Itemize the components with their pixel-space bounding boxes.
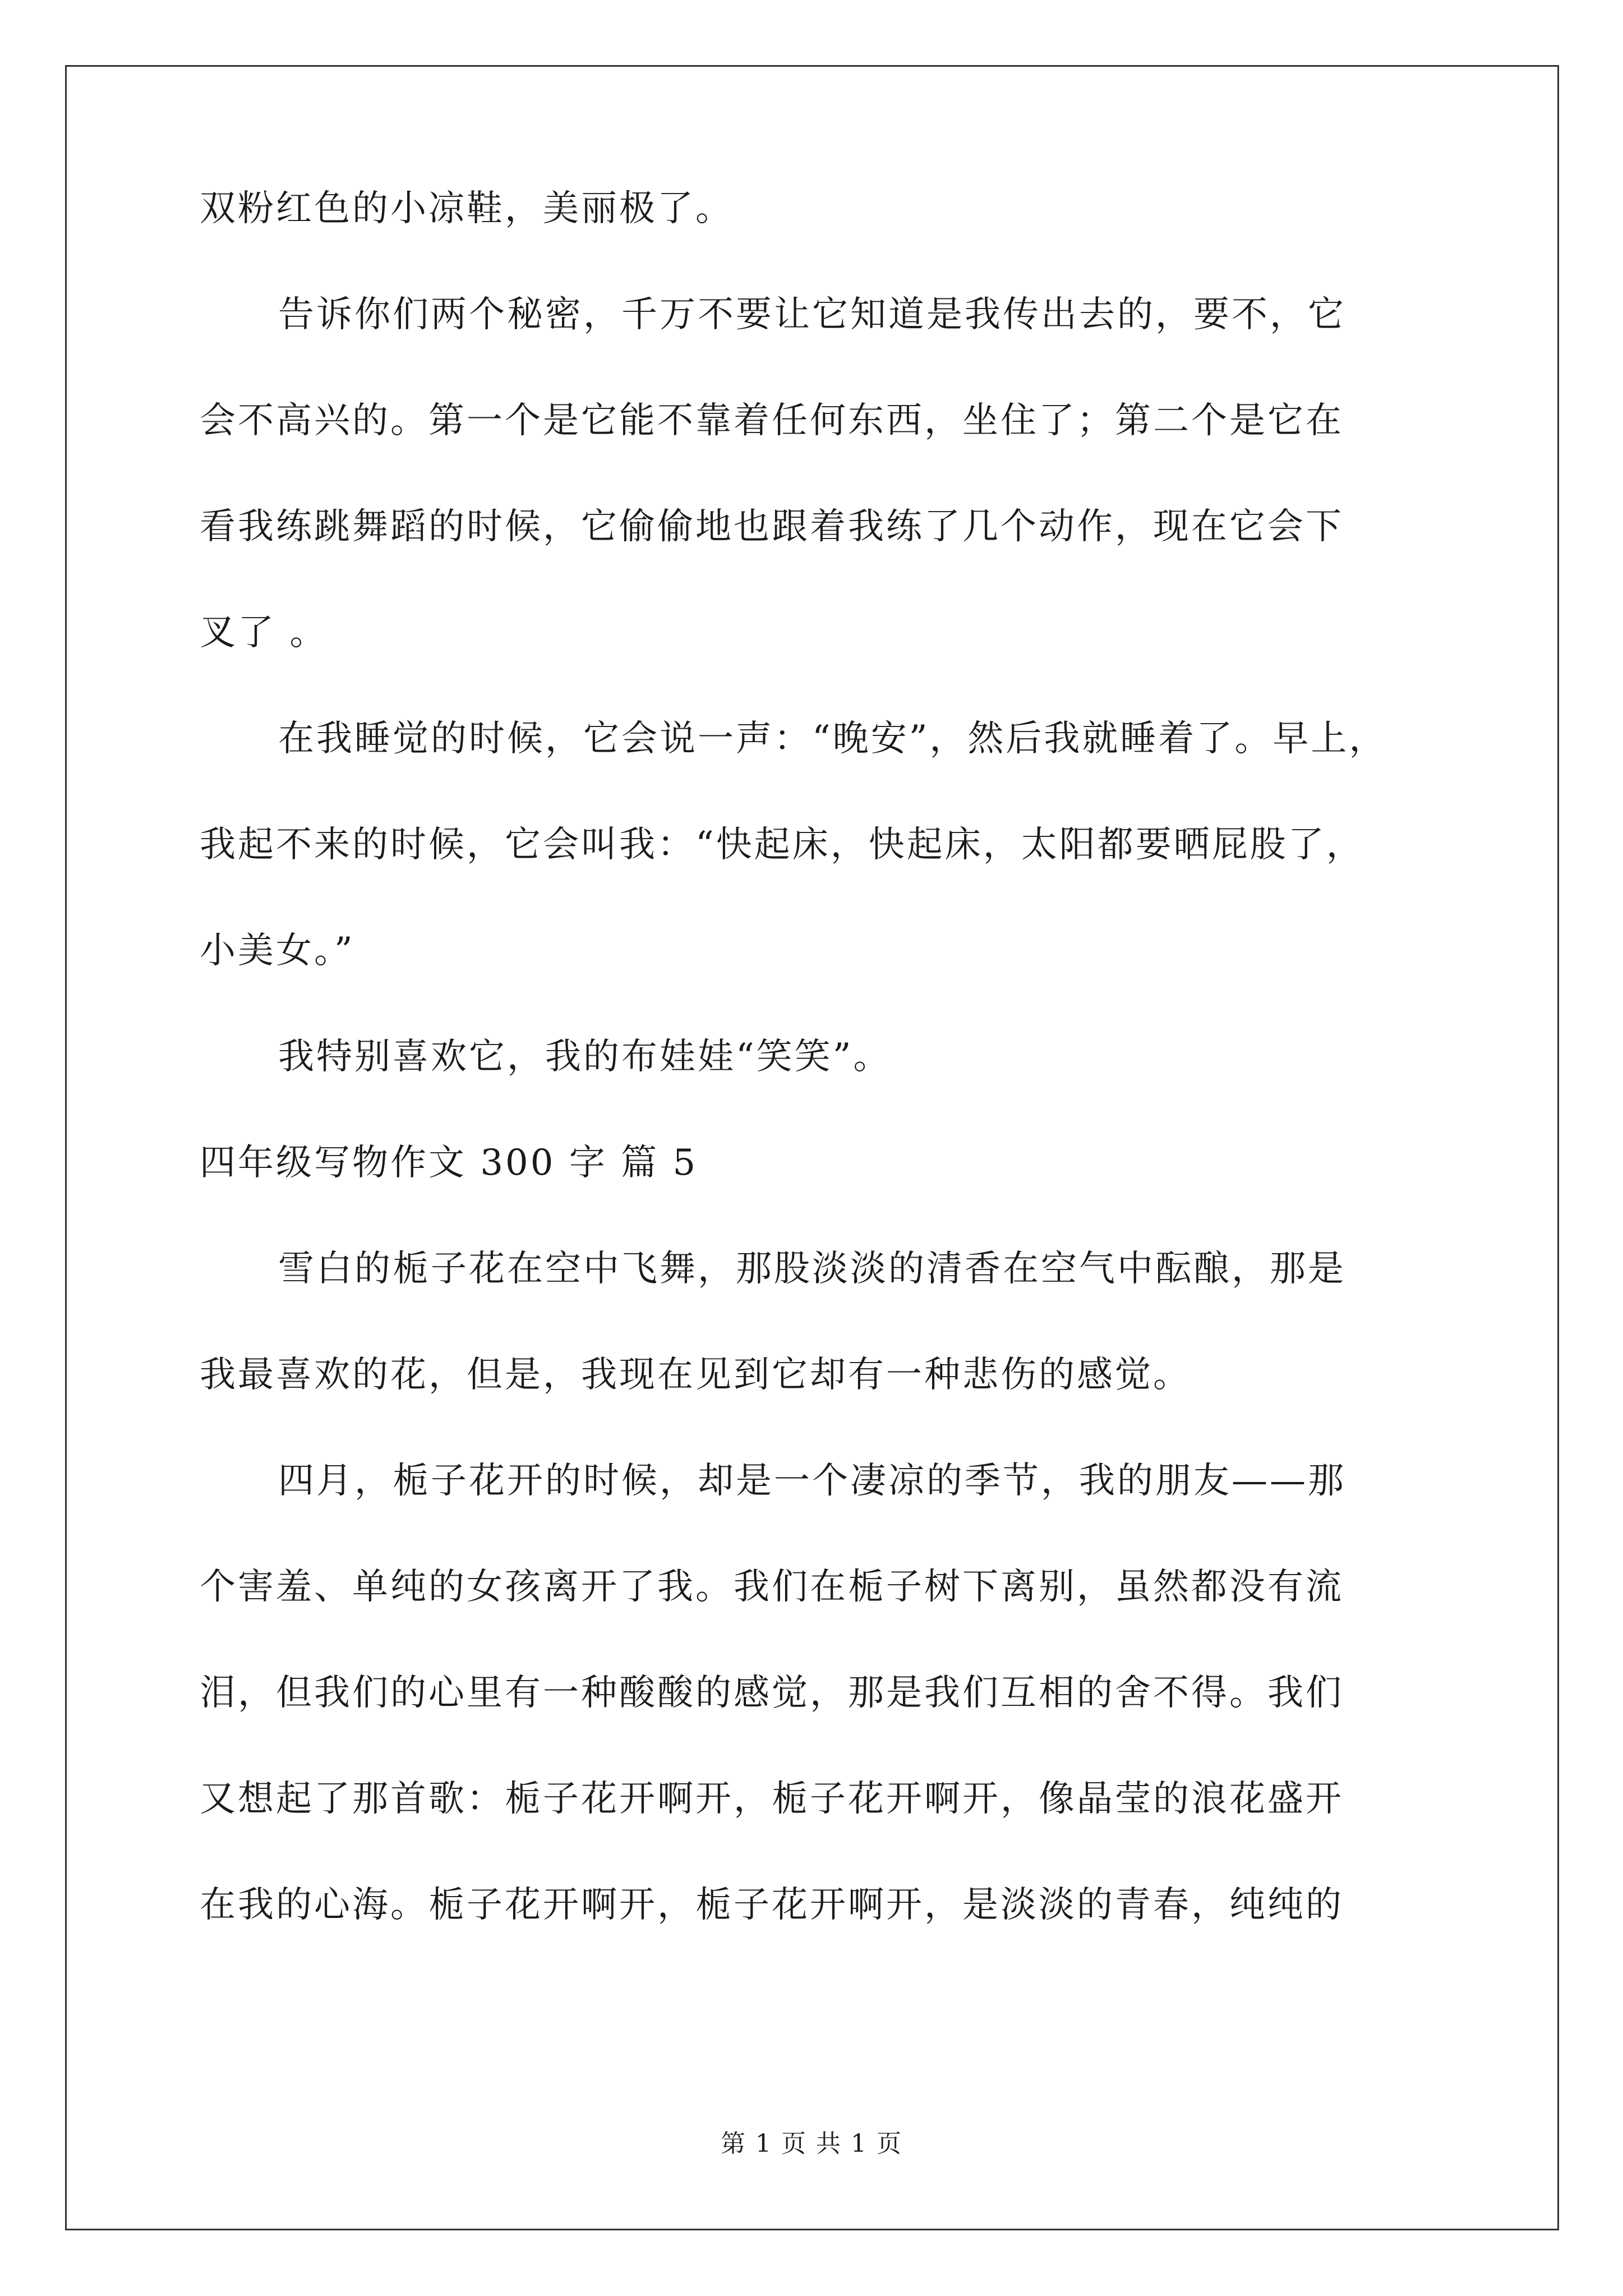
text-line: 我起不来的时候，它会叫我：“快起床，快起床，太阳都要晒屁股了，	[200, 824, 1364, 866]
document-body	[200, 188, 1433, 1993]
text-line: 在我的心海。栀子花开啊开，栀子花开啊开，是淡淡的青春，纯纯的	[200, 1884, 1344, 1926]
text-line: 双粉红色的小凉鞋，美丽极了。	[200, 188, 734, 229]
text-line: 看我练跳舞蹈的时候，它偷偷地也跟着我练了几个动作，现在它会下	[200, 506, 1344, 547]
text-line: 我最喜欢的花，但是，我现在见到它却有一种悲伤的感觉。	[200, 1354, 1191, 1396]
text-line: 泪，但我们的心里有一种酸酸的感觉，那是我们互相的舍不得。我们	[200, 1672, 1344, 1714]
text-line: 我特别喜欢它，我的布娃娃“笑笑”。	[278, 1036, 892, 1078]
text-line: 小美女。”	[200, 930, 355, 972]
section-heading: 四年级写物作文 300 字 篇 5	[200, 1142, 698, 1184]
text-line: 在我睡觉的时候，它会说一声：“晚安”，然后我就睡着了。早上，	[278, 718, 1387, 760]
text-line: 会不高兴的。第一个是它能不靠着任何东西，坐住了；第二个是它在	[200, 400, 1344, 441]
text-line: 告诉你们两个秘密，千万不要让它知道是我传出去的，要不，它	[278, 294, 1346, 335]
text-line: 四月，栀子花开的时候，却是一个凄凉的季节，我的朋友——那	[278, 1460, 1346, 1502]
text-line: 又想起了那首歌：栀子花开啊开，栀子花开啊开，像晶莹的浪花盛开	[200, 1778, 1344, 1820]
text-line: 个害羞、单纯的女孩离开了我。我们在栀子树下离别，虽然都没有流	[200, 1566, 1344, 1608]
page-footer: 第 1 页 共 1 页	[721, 2129, 902, 2158]
text-line: 雪白的栀子花在空中飞舞，那股淡淡的清香在空气中酝酿，那是	[278, 1248, 1346, 1290]
text-line: 叉了 。	[200, 612, 328, 654]
